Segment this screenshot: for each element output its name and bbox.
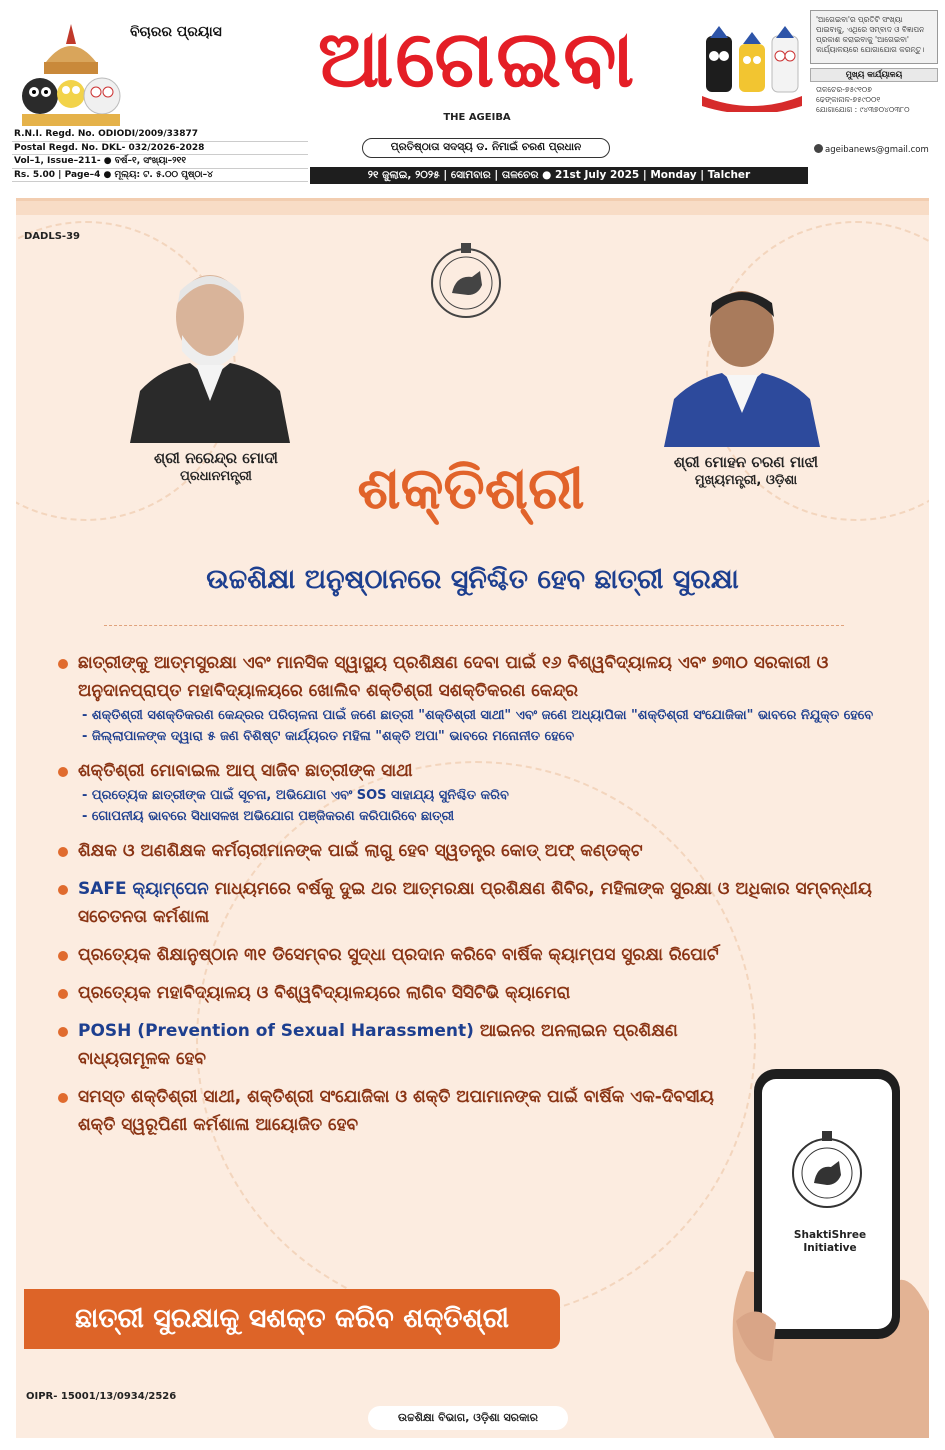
- email-icon: [814, 144, 823, 153]
- oipr-number: OIPR- 15001/13/0934/2526: [26, 1391, 177, 1402]
- office-line: ଢେଙ୍କାନାଳ-୭୫୯୦୦୧: [816, 95, 881, 104]
- masthead-tagline: ବିଚାରର ପ୍ରୟାସ: [130, 24, 222, 40]
- contact-email[interactable]: [810, 144, 938, 155]
- sub-point: - ଶକ୍ତିଶ୍ରୀ ସଶକ୍ତିକରଣ କେନ୍ଦ୍ରର ପରିଚାଳନା ପାଇଁ ଜଣେ ଛାତ୍ରୀ "ଶକ୍ତିଶ୍ରୀ ସାଥୀ" ଏବଂ ଜଣେ ଅଧ୍ୟାପିକା "ଶକ୍ତିଶ୍ରୀ ସଂଯୋଜିକା" ଭାବରେ ନିଯୁକ୍ତ ହେବେ: [82, 708, 874, 723]
- phone-illustration: [716, 1061, 929, 1438]
- portrait-chief-minister: [652, 267, 832, 459]
- point-rest: ଆଇନର ଅନଲାଇନ ପ୍ରଶିକ୍ଷଣ ବାଧ୍ୟତାମୂଳକ ହେବ: [78, 1021, 678, 1069]
- logo-wordmark: ଆଗେଇବା: [317, 14, 637, 105]
- regd-line: Vol–1, Issue–211- ● ବର୍ଷ–୧, ସଂଖ୍ୟା–୨୧୧: [12, 155, 308, 169]
- point-text: ଛାତ୍ରୀଙ୍କୁ ଆତ୍ମସୁରକ୍ଷା ଏବଂ ମାନସିକ ସ୍ୱାସ୍ଥ୍ୟ ପ୍ରଶିକ୍ଷଣ ଦେବା ପାଇଁ ୧୬ ବିଶ୍ୱବିଦ୍ୟାଳୟ ଏବଂ ୭୩୦ ସରକାରୀ ଓ ଅନୁଦାନପ୍ରାପ୍ତ ମହାବିଦ୍ୟାଳୟରେ ଖୋଲିବ ଶକ୍ତିଶ୍ରୀ ସଶକ୍ତିକରଣ କେନ୍ଦ୍ର: [78, 653, 829, 701]
- bullet-icon: [58, 885, 68, 895]
- point-text: ସମସ୍ତ ଶକ୍ତିଶ୍ରୀ ସାଥୀ, ଶକ୍ତିଶ୍ରୀ ସଂଯୋଜିକା ଓ ଶକ୍ତି ଅପାମାନଙ୍କ ପାଇଁ ବାର୍ଷିକ ଏକ-ଦିବସୀୟ ଶକ୍ତି ସ୍ୱରୂପିଣୀ କର୍ମଶାଳା ଆୟୋଜିତ ହେବ: [78, 1087, 714, 1135]
- bullet-icon: [58, 1093, 68, 1103]
- ad-code: DADLS-39: [24, 231, 80, 242]
- masthead: [0, 0, 945, 188]
- newspaper-logo: [252, 10, 702, 123]
- office-line: ଯୋଗାଯୋଗ : ୯୪୩୭୦୪୦୩୮୦: [816, 105, 910, 114]
- bullet-icon: [58, 1027, 68, 1037]
- person-role: ମୁଖ୍ୟମନ୍ତ୍ରୀ, ଓଡ଼ିଶା: [694, 473, 798, 488]
- head-office-label: ମୁଖ୍ୟ କାର୍ଯ୍ୟାଳୟ: [810, 68, 938, 82]
- sub-point: - ଗୋପନୀୟ ଭାବରେ ସିଧାସଳଖ ଅଭିଯୋଗ ପଞ୍ଜିକରଣ କରିପାରିବେ ଛାତ୍ରୀ: [82, 809, 455, 824]
- point-lead: POSH (Prevention of Sexual Harassment): [78, 1021, 474, 1041]
- masthead-info: [810, 10, 938, 160]
- founder-line: ପ୍ରତିଷ୍ଠାତା ସଦସ୍ୟ ଡ. ନିମାଇଁ ଚରଣ ପ୍ରଧାନ: [362, 138, 610, 158]
- list-item: [56, 875, 886, 931]
- email-text: ageibanews@gmail.com: [825, 145, 929, 155]
- registration-block: [12, 128, 308, 184]
- scheme-subtitle: ଉଚ୍ଚଶିକ୍ଷା ଅନୁଷ୍ଠାନରେ ସୁନିଶ୍ଚିତ ହେବ ଛାତ୍ରୀ ସୁରକ୍ଷା: [206, 564, 739, 595]
- slogan-banner: ଛାତ୍ରୀ ସୁରକ୍ଷାକୁ ସଶକ୍ତ କରିବ ଶକ୍ତିଶ୍ରୀ: [24, 1289, 560, 1349]
- sub-point: - ପ୍ରତ୍ୟେକ ଛାତ୍ରୀଙ୍କ ପାଇଁ ସୂଚନା, ଅଭିଯୋଗ ଏବଂ SOS ସାହାଯ୍ୟ ସୁନିଶ୍ଚିତ କରିବ: [82, 788, 509, 803]
- decorative-band: [16, 201, 929, 215]
- point-text: [78, 875, 886, 931]
- regd-line: Postal Regd. No. DKL- 032/2026-2028: [12, 142, 308, 156]
- office-line: ତାଳଚେର-୭୫୯୧୦୭: [816, 85, 872, 94]
- bullet-icon: [58, 989, 68, 999]
- subscription-note: 'ଆଗେଇବା'ର ପ୍ରତିଟି ସଂଖ୍ୟା ପାଇବାକୁ, ଏଥିରେ ସମ୍ବାଦ ଓ ବିଜ୍ଞାପନ ପ୍ରକାଶ କରାଇବାକୁ 'ଆଗେଇବା' କାର୍ଯ୍ୟାଳୟରେ ଯୋଗାଯୋଗ କରନ୍ତୁ।: [810, 10, 938, 64]
- bullet-icon: [58, 951, 68, 961]
- regd-line: Rs. 5.00 | Page–4 ● ମୂଲ୍ୟ: ଟ. ୫.୦୦ ପୃଷ୍ଠା–୪: [12, 169, 308, 183]
- bullet-icon: [58, 847, 68, 857]
- person-name: ଶ୍ରୀ ନରେନ୍ଦ୍ର ମୋଦୀ: [154, 449, 278, 467]
- sub-point: - ଜିଲ୍ଲାପାଳଙ୍କ ଦ୍ୱାରା ୫ ଜଣ ବିଶିଷ୍ଟ କାର୍ଯ୍ୟରତ ମହିଳା "ଶକ୍ତି ଅପା" ଭାବରେ ମନୋନୀତ ହେବେ: [82, 729, 575, 744]
- portrait-prime-minister: [120, 251, 300, 443]
- bullet-icon: [58, 659, 68, 669]
- person-silhouette-icon: [652, 267, 832, 447]
- jagannath-trinity-icon: [702, 26, 802, 112]
- dateline: ୨୧ ଜୁଲାଇ, ୨୦୨୫ | ସୋମବାର | ତାଳଚେର ● 21st July 2025 | Monday | Talcher: [310, 167, 808, 184]
- scheme-title: ଶକ୍ତିଶ୍ରୀ: [357, 454, 585, 522]
- person-name: ଶ୍ରୀ ମୋହନ ଚରଣ ମାଝୀ: [673, 453, 819, 471]
- person-silhouette-icon: [120, 251, 300, 443]
- point-text: [78, 1017, 718, 1073]
- odisha-government-emblem-icon: [428, 241, 504, 321]
- point-text: ଶିକ୍ଷକ ଓ ଅଣଶିକ୍ଷକ କର୍ମଚାରୀମାନଙ୍କ ପାଇଁ ଲାଗୁ ହେବ ସ୍ୱତନ୍ତ୍ର କୋଡ୍ ଅଫ୍ କଣ୍ଡକ୍ଟ: [78, 841, 643, 861]
- list-item: [56, 837, 886, 865]
- bullet-icon: [58, 767, 68, 777]
- list-item: [56, 979, 886, 1007]
- office-addresses: [810, 85, 938, 115]
- list-item: [56, 649, 886, 747]
- dashed-divider: [104, 625, 844, 626]
- list-item: [56, 757, 886, 827]
- point-text: ପ୍ରତ୍ୟେକ ଶିକ୍ଷାନୁଷ୍ଠାନ ୩୧ ଡିସେମ୍ବର ସୁଦ୍ଧା ପ୍ରଦାନ କରିବେ ବାର୍ଷିକ କ୍ୟାମ୍ପସ ସୁରକ୍ଷା ରିପୋର୍ଟ: [78, 945, 719, 965]
- app-name: ShaktiShree Initiative: [793, 1229, 867, 1254]
- point-text: ପ୍ରତ୍ୟେକ ମହାବିଦ୍ୟାଳୟ ଓ ବିଶ୍ୱବିଦ୍ୟାଳୟରେ ଲାଗିବ ସିସିଟିଭି କ୍ୟାମେରା: [78, 983, 571, 1003]
- point-text: ଶକ୍ତିଶ୍ରୀ ମୋବାଇଲ ଆପ୍ ସାଜିବ ଛାତ୍ରୀଙ୍କ ସାଥୀ: [78, 761, 413, 781]
- logo-english: THE AGEIBA: [443, 112, 511, 123]
- list-item: [56, 941, 886, 969]
- point-rest: ମାଧ୍ୟମରେ ବର୍ଷକୁ ଦୁଇ ଥର ଆତ୍ମରକ୍ଷା ପ୍ରଶିକ୍ଷଣ ଶିବିର, ମହିଳାଙ୍କ ସୁରକ୍ଷା ଓ ଅଧିକାର ସମ୍ବନ୍ଧୀୟ ସଚେତନତା କର୍ମଶାଳା: [78, 879, 872, 927]
- temple-deities-icon: [16, 22, 126, 128]
- point-lead: SAFE କ୍ୟାମ୍ପେନ: [78, 879, 209, 899]
- department-name: ଉଚ୍ଚଶିକ୍ଷା ବିଭାଗ, ଓଡ଼ିଶା ସରକାର: [368, 1406, 568, 1430]
- person-role: ପ୍ରଧାନମନ୍ତ୍ରୀ: [180, 469, 252, 484]
- shaktishree-advertisement: [16, 198, 929, 1438]
- regd-line: R.N.I. Regd. No. ODIODI/2009/33877: [12, 128, 308, 142]
